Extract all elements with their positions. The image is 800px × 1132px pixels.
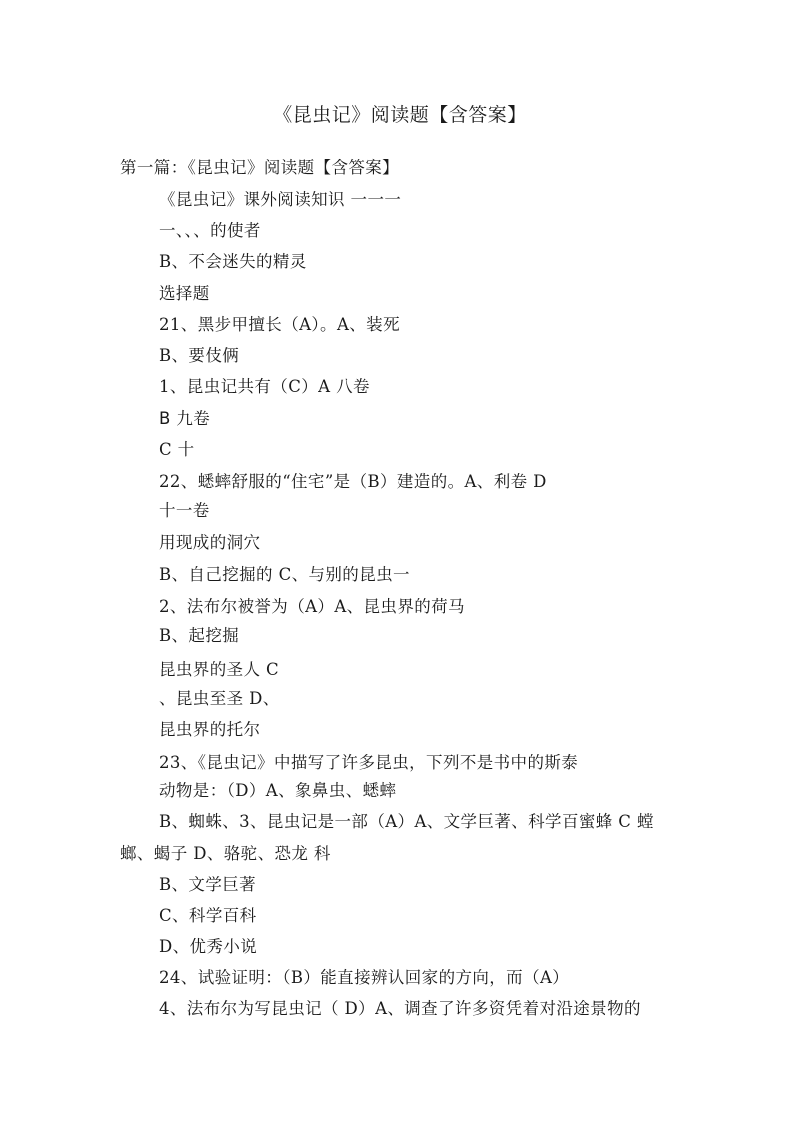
text-line: B、文学巨著 xyxy=(159,875,257,894)
text-line: 一、、、的使者 xyxy=(159,221,261,240)
text-line: B、起挖掘 xyxy=(159,626,240,645)
text-line: 1、昆虫记共有（C）A 八卷 xyxy=(159,377,370,396)
text-line: 2、法布尔被誉为（A）A、昆虫界的荷马 xyxy=(159,597,465,616)
document-title: 《昆虫记》阅读题【含答案】 xyxy=(273,104,527,126)
text-line: B 九卷 xyxy=(159,409,211,428)
text-line: B、蜘蛛、3、昆虫记是一部（A）A、文学巨著、科学百蜜蜂 C 螳 xyxy=(159,812,654,831)
text-line: C 十 xyxy=(159,440,195,459)
text-line: 动物是：（D）A、象鼻虫、蟋蟀 xyxy=(159,781,397,800)
text-line: B、自己挖掘的 C、与别的昆虫一 xyxy=(159,565,410,584)
text-line: 十一卷 xyxy=(159,501,210,520)
text-line: 、昆虫至圣 D、 xyxy=(159,689,280,708)
text-line: 选择题 xyxy=(159,284,210,303)
text-line: B、不会迷失的精灵 xyxy=(159,252,307,271)
text-line: C、科学百科 xyxy=(159,906,257,925)
text-line: 螂、蝎子 D、骆驼、恐龙 科 xyxy=(120,844,331,863)
text-line: 昆虫界的托尔 xyxy=(159,720,261,739)
text-line: 用现成的洞穴 xyxy=(159,533,261,552)
text-line: 22、蟋蟀舒服的“住宅”是（B）建造的。A、利卷 D xyxy=(159,472,547,491)
text-line: 昆虫界的圣人 C xyxy=(159,660,280,679)
text-line: 24、试验证明：（B）能直接辨认回家的方向，而（A） xyxy=(159,968,570,987)
text-line: B、要伎俩 xyxy=(159,346,240,365)
text-line: 21、黑步甲擅长（A）。A、装死 xyxy=(159,315,400,334)
text-line: 23、《昆虫记》中描写了许多昆虫，下列不是书中的斯泰 xyxy=(159,753,579,772)
text-line-section-heading: 第一篇：《昆虫记》阅读题【含答案】 xyxy=(120,158,400,177)
text-line: D、优秀小说 xyxy=(159,937,258,956)
text-line: 《昆虫记》课外阅读知识 一一一 xyxy=(159,190,402,209)
text-line: 4、法布尔为写昆虫记（ D）A、调查了许多资凭着对沿途景物的 xyxy=(159,999,641,1018)
